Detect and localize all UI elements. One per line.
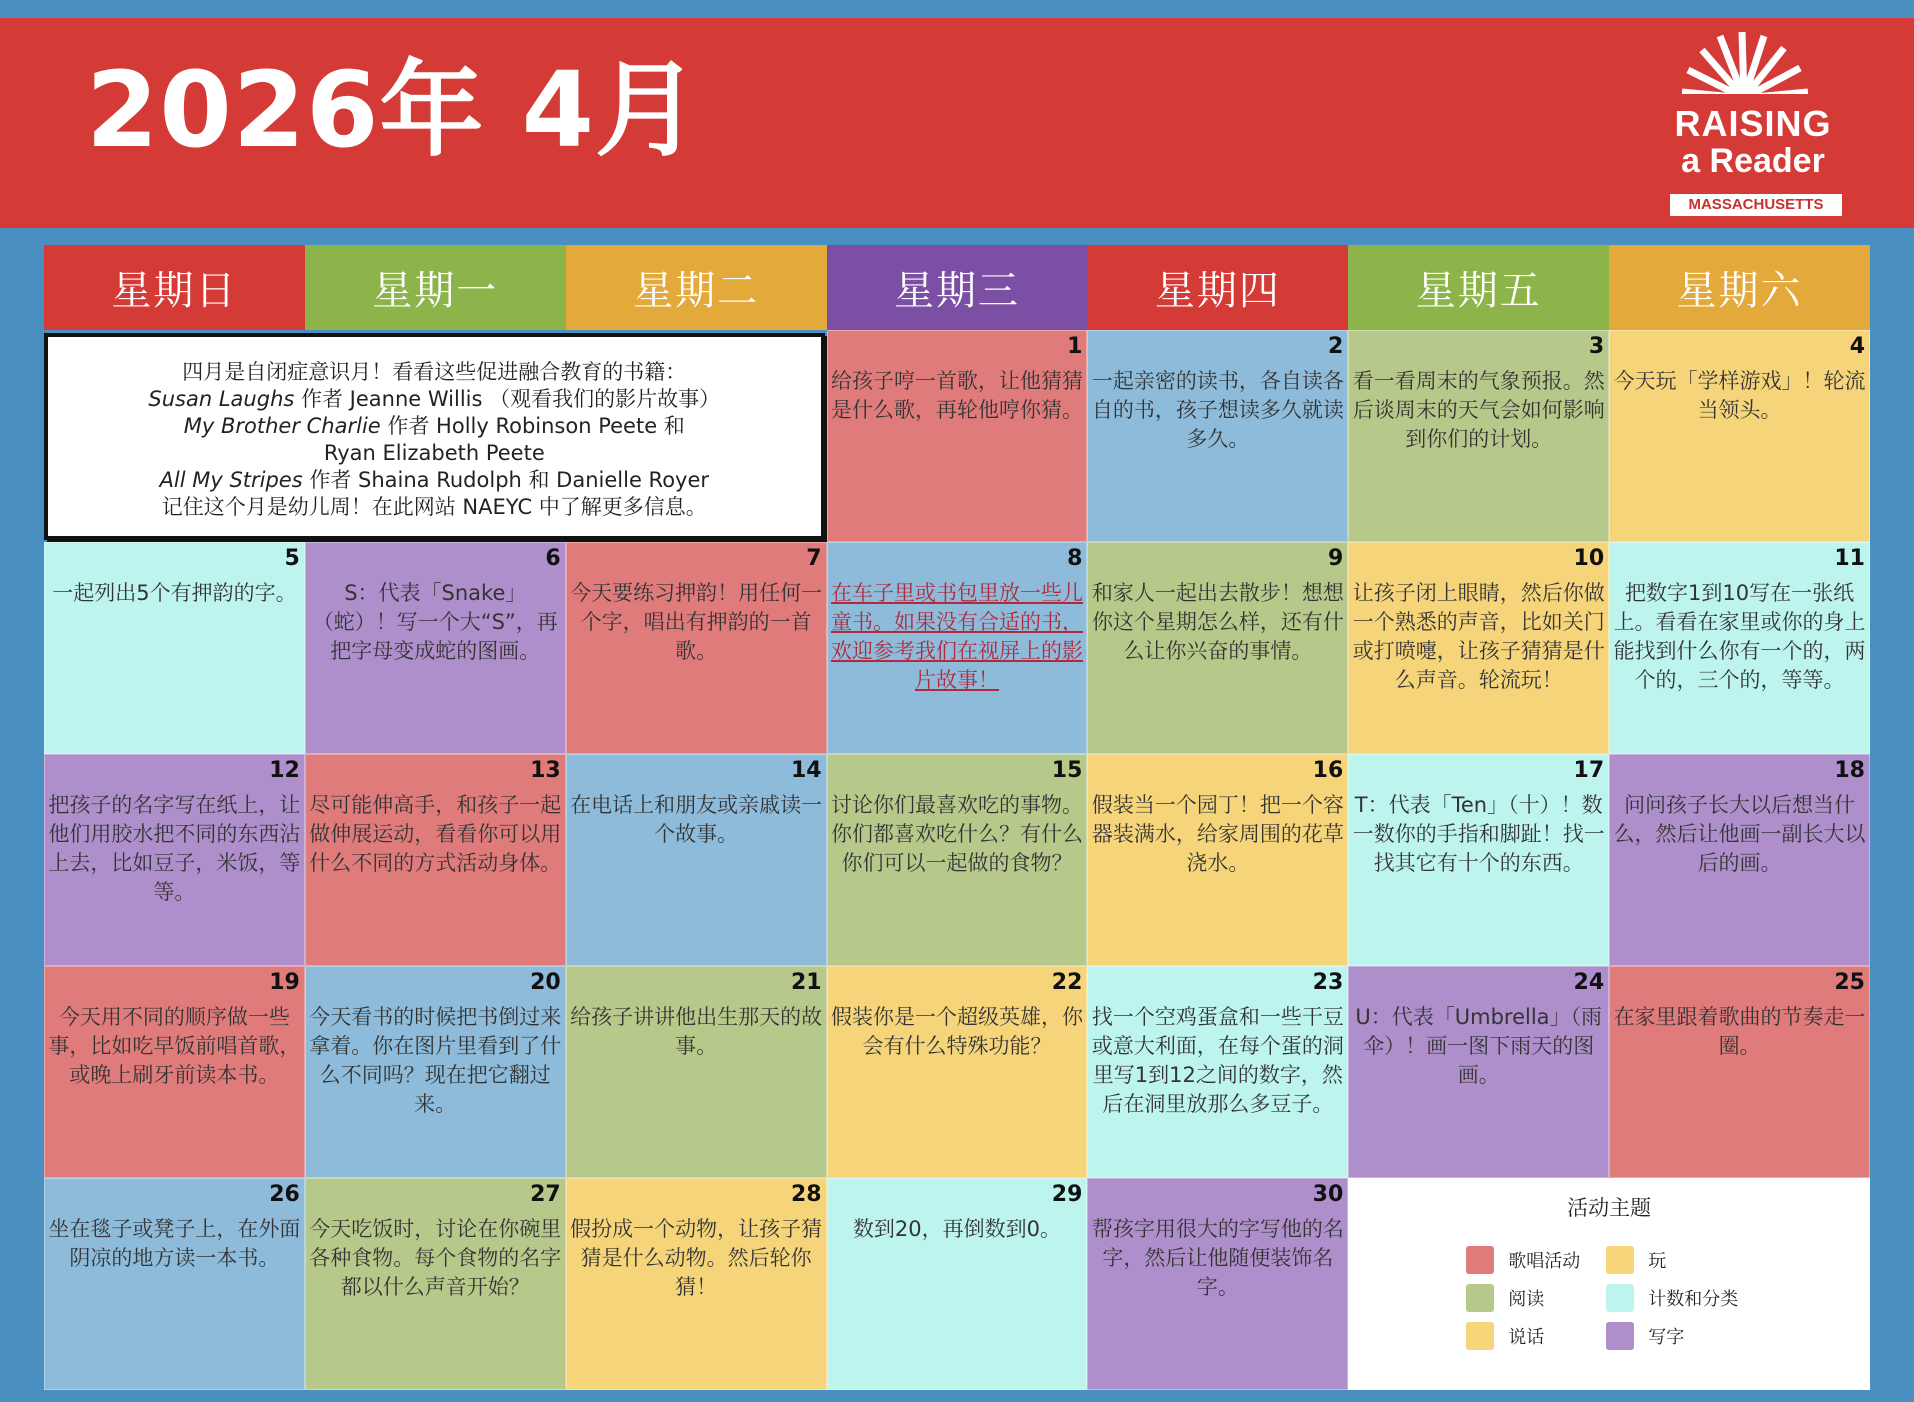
weekday-saturday: 星期六 bbox=[1609, 245, 1870, 330]
day-cell bbox=[305, 1178, 566, 1390]
weekday-wednesday: 星期三 bbox=[827, 245, 1088, 330]
day-cell bbox=[827, 754, 1088, 966]
day-number: 2 bbox=[1327, 334, 1344, 359]
logo-badge-massachusetts: MASSACHUSETTS bbox=[1670, 194, 1842, 216]
day-number: 26 bbox=[269, 1182, 300, 1207]
day-activity: 假扮成一个动物，让孩子猜猜是什么动物。然后轮你猜！ bbox=[570, 1217, 823, 1299]
sunburst-icon bbox=[1674, 30, 1814, 100]
day-number: 12 bbox=[269, 758, 300, 783]
day-activity: 坐在毯子或凳子上，在外面阴凉的地方读一本书。 bbox=[48, 1217, 301, 1270]
day-number: 25 bbox=[1834, 970, 1865, 995]
day-cell bbox=[566, 754, 827, 966]
logo-text-a-reader: a Reader bbox=[1681, 142, 1825, 180]
weekday-friday: 星期五 bbox=[1348, 245, 1609, 330]
day-number: 10 bbox=[1573, 546, 1605, 571]
calendar-grid bbox=[44, 245, 1870, 1390]
notice-book3 bbox=[48, 467, 821, 494]
day-activity: 在家里跟着歌曲的节奏走一圈。 bbox=[1613, 1005, 1866, 1058]
weekday-sunday: 星期日 bbox=[44, 245, 305, 330]
day-activity: 找一个空鸡蛋盒和一些干豆或意大利面，在每个蛋的洞里写1到12之间的数字，然后在洞里放那么多豆子。 bbox=[1091, 1005, 1344, 1116]
day-activity: 给孩子哼一首歌，让他猜猜是什么歌，再轮他哼你猜。 bbox=[830, 369, 1083, 422]
legend-swatch bbox=[1466, 1322, 1494, 1350]
legend-swatch bbox=[1466, 1284, 1494, 1312]
legend-item-singing bbox=[1466, 1246, 1580, 1274]
day-activity: 在电话上和朋友或亲戚读一个故事。 bbox=[570, 793, 823, 846]
day-number: 28 bbox=[790, 1182, 822, 1207]
weekday-thursday: 星期四 bbox=[1087, 245, 1348, 330]
day-activity: 把孩子的名字写在纸上，让他们用胶水把不同的东西沾上去，比如豆子，米饭，等等。 bbox=[48, 793, 301, 904]
day-number: 9 bbox=[1327, 546, 1344, 571]
day-number: 14 bbox=[790, 758, 822, 783]
book1-title: Susan Laughs bbox=[148, 387, 295, 411]
legend-item-talking bbox=[1466, 1322, 1544, 1350]
day-cell bbox=[1348, 966, 1609, 1178]
day-activity: 帮孩字用很大的字写他的名字，然后让他随便装饰名字。 bbox=[1091, 1217, 1344, 1299]
weekday-monday: 星期一 bbox=[305, 245, 566, 330]
day-cell bbox=[305, 542, 566, 754]
day-cell bbox=[44, 542, 305, 754]
day-cell bbox=[1348, 754, 1609, 966]
day-number: 21 bbox=[790, 970, 822, 995]
legend-label: 计数和分类 bbox=[1648, 1289, 1739, 1310]
day-activity: 把数字1到10写在一张纸上。看看在家里或你的身上能找到什么你有一个的，两个的，三个的，等等。 bbox=[1613, 581, 1866, 692]
book3-title: All My Stripes bbox=[159, 468, 303, 492]
day-cell bbox=[827, 330, 1088, 542]
day-activity: 今天要练习押韵！用任何一个字，唱出有押韵的一首歌。 bbox=[570, 581, 823, 663]
day-number: 15 bbox=[1051, 758, 1083, 783]
day-cell bbox=[44, 754, 305, 966]
day-cell bbox=[44, 966, 305, 1178]
day-cell bbox=[1609, 330, 1870, 542]
book2-rest: 作者 Holly Robinson Peete 和 bbox=[380, 414, 685, 438]
day-cell bbox=[827, 542, 1088, 754]
day-number: 1 bbox=[1067, 334, 1083, 359]
legend-label: 说话 bbox=[1508, 1327, 1545, 1348]
day-cell bbox=[1087, 1178, 1348, 1390]
day-cell bbox=[1609, 542, 1870, 754]
day-activity: T：代表「Ten」（十）！数一数你的手指和脚趾！找一找其它有十个的东西。 bbox=[1352, 793, 1605, 875]
legend-swatch bbox=[1606, 1246, 1634, 1274]
legend-item-writing bbox=[1606, 1322, 1684, 1350]
day-activity: 一起列出5个有押韵的字。 bbox=[52, 581, 297, 605]
day-cell bbox=[1609, 754, 1870, 966]
book1-rest: 作者 Jeanne Willis （观看我们的影片故事） bbox=[294, 387, 721, 411]
legend-title: 活动主题 bbox=[1567, 1196, 1652, 1220]
day-activity: 假装你是一个超级英雄，你会有什么特殊功能？ bbox=[830, 1005, 1083, 1058]
day-number: 8 bbox=[1067, 546, 1083, 571]
notice-box bbox=[44, 333, 825, 540]
raising-a-reader-logo bbox=[1660, 30, 1840, 220]
day-number: 16 bbox=[1312, 758, 1344, 783]
video-stories-link[interactable]: 在车子里或书包里放一些儿童书。如果没有合适的书，欢迎参考我们在视屏上的影片故事！ bbox=[830, 581, 1083, 692]
day-cell bbox=[566, 966, 827, 1178]
legend-item-reading bbox=[1466, 1284, 1544, 1312]
day-number: 4 bbox=[1849, 334, 1865, 359]
book2-title: My Brother Charlie bbox=[183, 414, 381, 438]
day-activity: 讨论你们最喜欢吃的事物。你们都喜欢吃什么？有什么你们可以一起做的食物？ bbox=[830, 793, 1083, 875]
day-number: 23 bbox=[1312, 970, 1344, 995]
notice-book1 bbox=[48, 386, 821, 413]
day-number: 30 bbox=[1312, 1182, 1344, 1207]
day-number: 24 bbox=[1573, 970, 1605, 995]
day-number: 22 bbox=[1051, 970, 1083, 995]
activity-theme-legend bbox=[1348, 1178, 1870, 1390]
day-cell bbox=[1087, 542, 1348, 754]
day-number: 5 bbox=[284, 546, 300, 571]
day-cell bbox=[566, 1178, 827, 1390]
day-cell bbox=[44, 1178, 305, 1390]
legend-label: 写字 bbox=[1648, 1327, 1685, 1348]
day-number: 3 bbox=[1588, 334, 1605, 359]
day-cell bbox=[1087, 754, 1348, 966]
day-cell bbox=[827, 1178, 1088, 1390]
day-number: 6 bbox=[545, 546, 561, 571]
day-activity: 今天看书的时候把书倒过来拿着。你在图片里看到了什么不同吗？现在把它翻过来。 bbox=[309, 1005, 562, 1116]
notice-book2-line2: Ryan Elizabeth Peete bbox=[323, 441, 545, 465]
day-cell bbox=[305, 966, 566, 1178]
day-number: 7 bbox=[806, 546, 822, 571]
day-cell bbox=[566, 542, 827, 754]
day-cell bbox=[305, 754, 566, 966]
day-cell bbox=[1087, 966, 1348, 1178]
day-number: 19 bbox=[269, 970, 300, 995]
day-activity: 假装当一个园丁！把一个容器装满水，给家周围的花草浇水。 bbox=[1091, 793, 1344, 875]
legend-swatch bbox=[1606, 1322, 1634, 1350]
day-number: 29 bbox=[1051, 1182, 1083, 1207]
day-activity: 给孩子讲讲他出生那天的故事。 bbox=[570, 1005, 823, 1058]
day-activity: S：代表「Snake」（蛇）！写一个大“S”，再把字母变成蛇的图画。 bbox=[312, 581, 558, 663]
day-activity: 问问孩子长大以后想当什么，然后让他画一副长大以后的画。 bbox=[1613, 793, 1866, 875]
legend-label: 玩 bbox=[1648, 1251, 1667, 1272]
day-number: 11 bbox=[1834, 546, 1865, 571]
day-activity: 今天玩「学样游戏」！轮流当领头。 bbox=[1613, 369, 1866, 422]
notice-line1: 四月是自闭症意识月！看看这些促进融合教育的书籍： bbox=[182, 360, 687, 384]
day-number: 27 bbox=[530, 1182, 561, 1207]
notice-book2 bbox=[48, 413, 821, 440]
day-cell bbox=[1348, 542, 1609, 754]
autism-awareness-notice bbox=[44, 330, 827, 542]
weekday-tuesday: 星期二 bbox=[566, 245, 827, 330]
legend-item-counting bbox=[1606, 1284, 1738, 1312]
day-activity: 尽可能伸高手，和孩子一起做伸展运动，看看你可以用什么不同的方式活动身体。 bbox=[309, 793, 562, 875]
legend-label: 歌唱活动 bbox=[1508, 1251, 1581, 1272]
day-activity: U：代表「Umbrella」（雨伞）！画一图下雨天的图画。 bbox=[1355, 1005, 1603, 1087]
day-number: 13 bbox=[530, 758, 561, 783]
legend-swatch bbox=[1606, 1284, 1634, 1312]
day-number: 20 bbox=[530, 970, 561, 995]
day-cell bbox=[1348, 330, 1609, 542]
day-number: 18 bbox=[1834, 758, 1865, 783]
logo-text-raising: RAISING bbox=[1674, 103, 1832, 144]
day-activity: 和家人一起出去散步！想想你这个星期怎么样，还有什么让你兴奋的事情。 bbox=[1091, 581, 1344, 663]
day-activity: 让孩子闭上眼睛，然后你做一个熟悉的声音，比如关门或打喷嚏，让孩子猜猜是什么声音。轮流玩！ bbox=[1352, 581, 1605, 692]
day-activity: 看一看周末的气象预报。然后谈周末的天气会如何影响到你们的计划。 bbox=[1352, 369, 1605, 451]
day-activity: 今天用不同的顺序做一些事，比如吃早饭前唱首歌，或晚上刷牙前读本书。 bbox=[48, 1005, 301, 1087]
legend-label: 阅读 bbox=[1508, 1289, 1545, 1310]
legend-swatch bbox=[1466, 1246, 1494, 1274]
day-cell bbox=[1609, 966, 1870, 1178]
day-activity: 一起亲密的读书，各自读各自的书，孩子想读多久就读多久。 bbox=[1091, 369, 1344, 451]
day-activity: 今天吃饭时，讨论在你碗里各种食物。每个食物的名字都以什么声音开始？ bbox=[309, 1217, 562, 1299]
day-cell bbox=[1087, 330, 1348, 542]
notice-naeyc-line: 记住这个月是幼儿周！在此网站 NAEYC 中了解更多信息。 bbox=[161, 495, 707, 519]
day-cell bbox=[827, 966, 1088, 1178]
page-title: 2026年 4月 bbox=[86, 49, 701, 171]
day-number: 17 bbox=[1573, 758, 1605, 783]
book3-rest: 作者 Shaina Rudolph 和 Danielle Royer bbox=[302, 468, 710, 492]
legend-item-play bbox=[1606, 1246, 1666, 1274]
day-activity: 数到20，再倒数到0。 bbox=[852, 1217, 1062, 1241]
